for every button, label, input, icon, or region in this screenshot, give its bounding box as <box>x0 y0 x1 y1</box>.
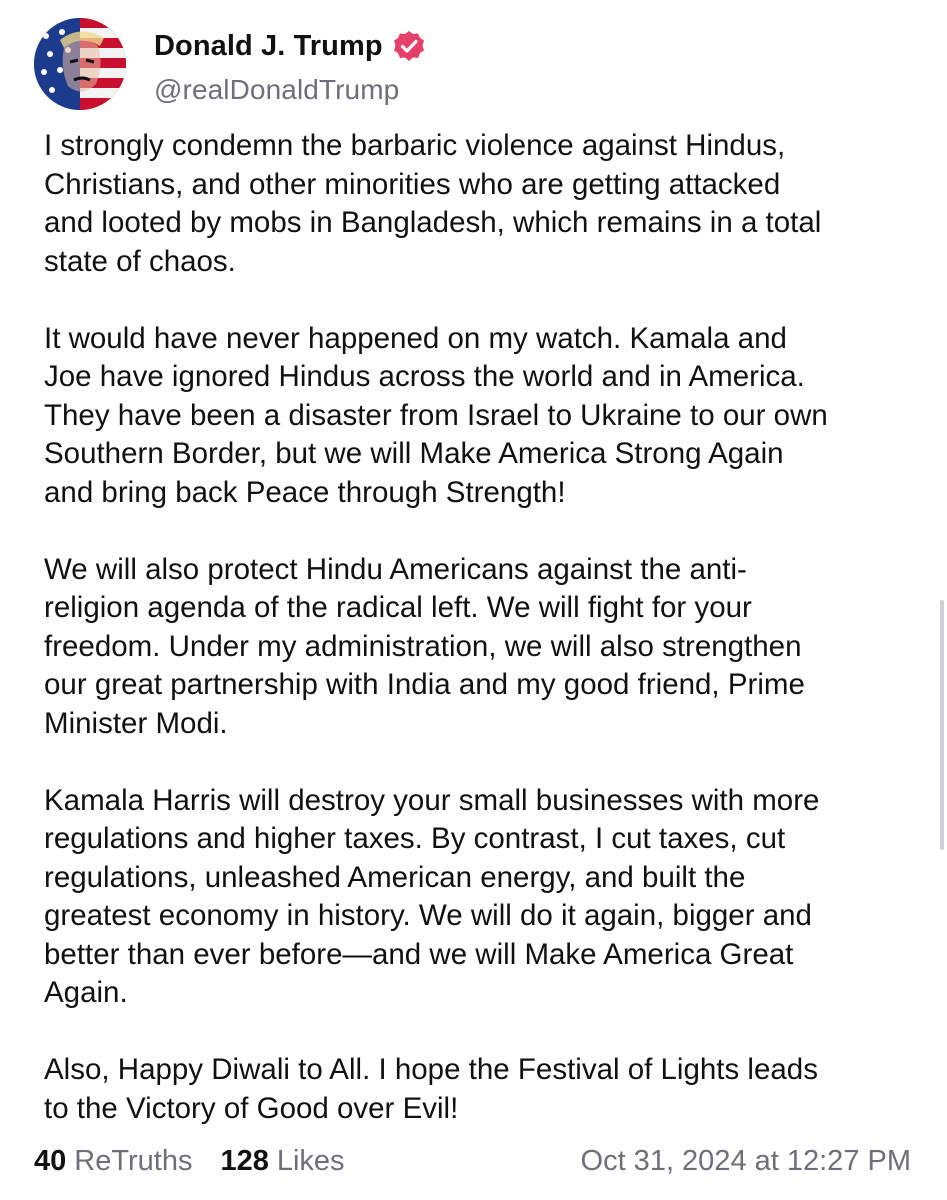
post-timestamp[interactable]: Oct 31, 2024 at 12:27 PM <box>580 1144 911 1177</box>
flag-portrait-avatar-icon <box>34 18 126 110</box>
post-body <box>44 127 924 1128</box>
post-header <box>34 18 426 114</box>
post-paragraph: We will also protect Hindu Americans against the anti- religion agenda of the radical left. We will fight for your freedom. Under my administration, we will also strengthen our great partnership with India and my good friend, Prime Minister Modi. <box>44 552 805 740</box>
retruths-count: 40 <box>34 1144 67 1177</box>
likes-label: Likes <box>276 1144 345 1177</box>
post-paragraph: It would have never happened on my watch. Kamala and Joe have ignored Hindus across the world and in America. They have been a disaster from Israel to Ukraine to our own Southern Border, but we will Make America Strong Again and bring back Peace through Strength! <box>44 321 828 509</box>
likes-count: 128 <box>220 1144 269 1177</box>
post-paragraph: Also, Happy Diwali to All. I hope the Festival of Lights leads to the Victory of Good over Evil! <box>44 1053 818 1125</box>
account-handle[interactable]: @realDonaldTrump <box>154 74 400 105</box>
likes-stat[interactable] <box>220 1145 344 1178</box>
name-row <box>154 26 426 66</box>
retruths-label: ReTruths <box>74 1144 193 1177</box>
verified-badge-icon <box>392 29 426 63</box>
post-paragraph: Kamala Harris will destroy your small businesses with more regulations and higher taxes. By contrast, I cut taxes, cut regulations, unleashed American energy, and built the greatest economy in history. We will do it again, bigger and better than ever before—and we will Make America Great Again. <box>44 783 820 1009</box>
post-paragraph: I strongly condemn the barbaric violence against Hindus, Christians, and other minorities who are getting attacked and looted by mobs in Bangladesh, which remains in a total state of chaos. <box>44 129 822 278</box>
retruths-stat[interactable] <box>34 1145 192 1178</box>
display-name[interactable]: Donald J. Trump <box>154 29 383 62</box>
avatar[interactable] <box>34 18 126 110</box>
account-identity <box>154 18 426 106</box>
scrollbar[interactable] <box>940 600 944 850</box>
post-footer <box>34 1140 911 1182</box>
